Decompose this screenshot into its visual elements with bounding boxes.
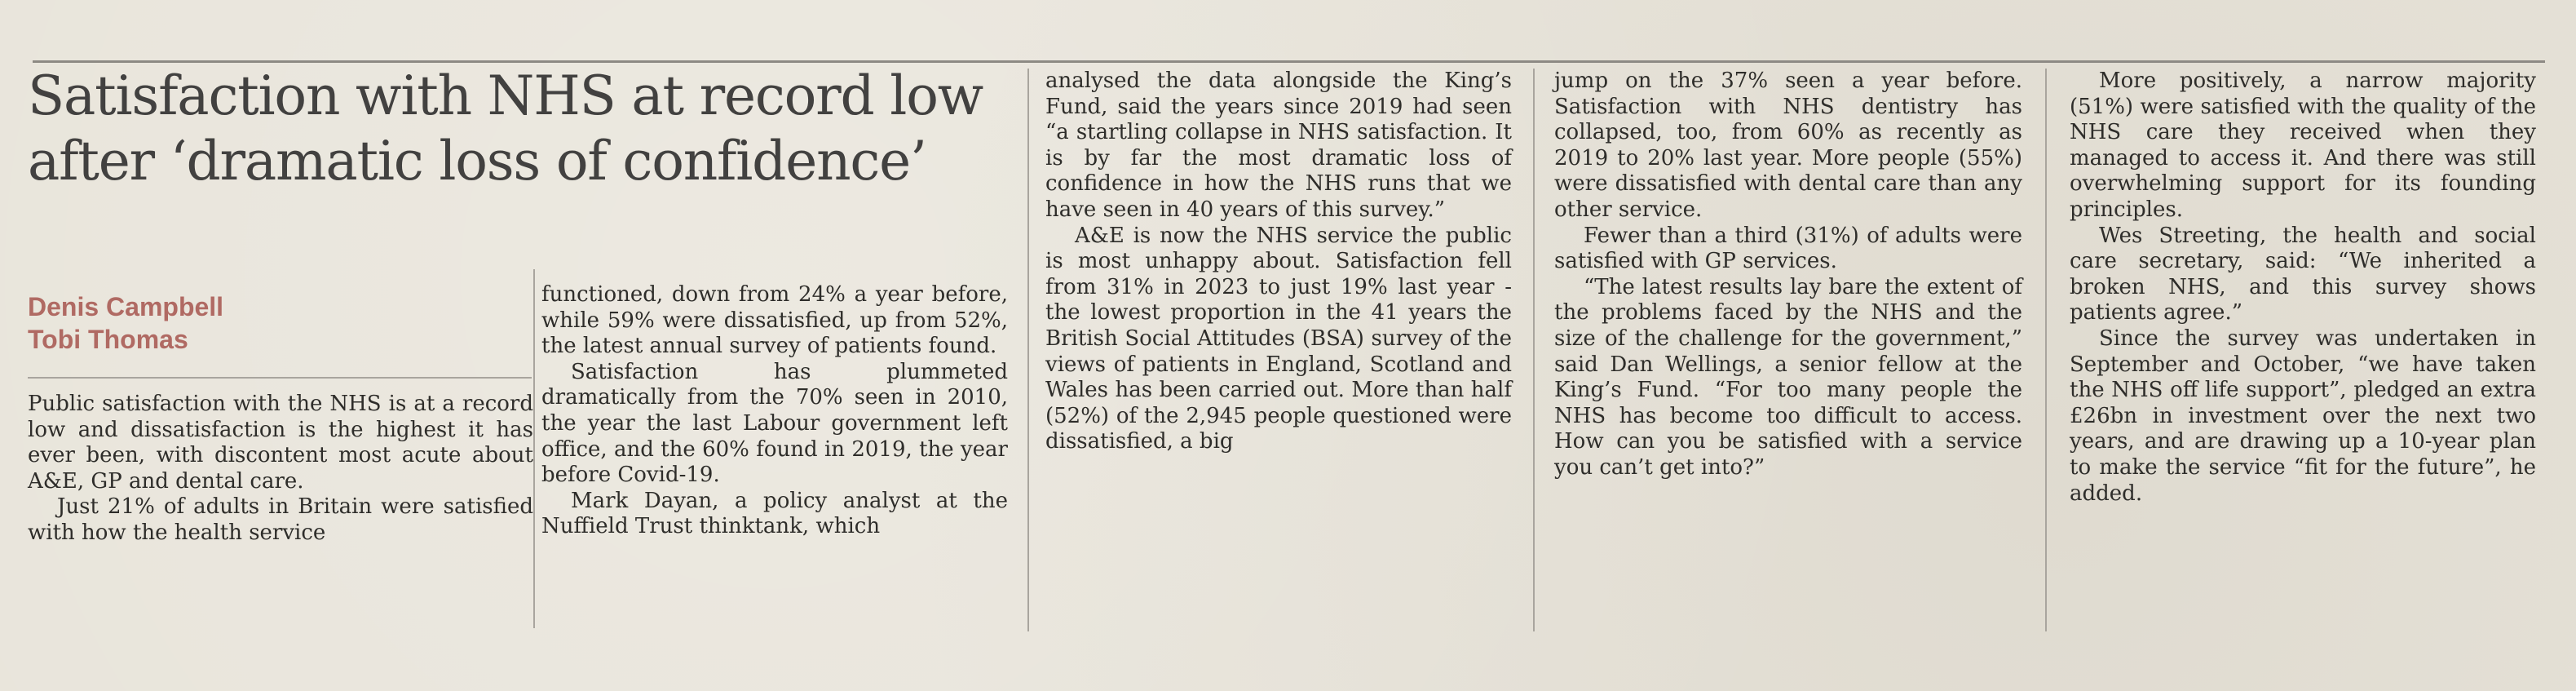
column-rule bbox=[1533, 69, 1535, 631]
paragraph: Wes Streeting, the health and social care secretary, said: “We inherited a broken NHS, and this survey shows patients agree.” bbox=[2070, 223, 2536, 326]
paragraph: Just 21% of adults in Britain were satisfied with how the health service bbox=[28, 494, 533, 545]
article-column-3 bbox=[1045, 69, 1512, 455]
article-column-2 bbox=[541, 282, 1008, 540]
article-column-4 bbox=[1554, 69, 2022, 481]
paragraph: Public satisfaction with the NHS is at a record low and dissatisfaction is the highest it has ever been, with discontent most acute about A&E, GP and dental care. bbox=[28, 392, 533, 494]
paragraph-continued: functioned, down from 24% a year before, while 59% were dissatisfied, up from 52%, the latest annual survey of patients found. bbox=[541, 282, 1008, 359]
top-rule bbox=[33, 60, 2545, 63]
column-rule bbox=[2045, 69, 2047, 631]
paragraph: A&E is now the NHS service the public is most unhappy about. Satisfaction fell from 31% in 2023 to just 19% last year - the lowest proportion in the 41 years the British Social Attitudes (BSA) survey of the views of patients in England, Scotland and Wales has been carried out. More than half (52%) of the 2,945 people questioned were dissatisfied, a big bbox=[1045, 223, 1512, 454]
paragraph: Mark Dayan, a policy analyst at the Nuffield Trust thinktank, which bbox=[541, 488, 1008, 539]
paragraph: “The latest results lay bare the extent of the problems faced by the NHS and the size of the challenge for the government,” said Dan Wellings, a senior fellow at the King’s Fund. “For too many people the NHS has become too difficult to access. How can you be satisfied with a service you can’t get into?” bbox=[1554, 274, 2022, 480]
paragraph: Since the survey was undertaken in September and October, “we have taken the NHS off life support”, pledged an extra £26bn in investment over the next two years, and are drawing up a 10-year plan to make the service “fit for the future”, he added. bbox=[2070, 326, 2536, 506]
article-column-1 bbox=[28, 392, 533, 547]
headline: Satisfaction with NHS at record low after ‘dramatic loss of confidence’ bbox=[28, 64, 983, 193]
byline-rule bbox=[28, 377, 532, 379]
paragraph: More positively, a narrow majority (51%) were satisfied with the quality of the NHS care they received when they managed to access it. And there was still overwhelming support for its founding principles. bbox=[2070, 69, 2536, 222]
column-rule bbox=[533, 269, 535, 628]
author-name: Tobi Thomas bbox=[28, 325, 188, 354]
byline bbox=[28, 290, 223, 356]
paragraph-continued: jump on the 37% seen a year before. Satisfaction with NHS dentistry has collapsed, too, from 60% as recently as 2019 to 20% last year. More people (55%) were dissatisfied with dental care than any other service. bbox=[1554, 69, 2022, 222]
paragraph: Fewer than a third (31%) of adults were satisfied with GP services. bbox=[1554, 223, 2022, 274]
paragraph-continued: analysed the data alongside the King’s Fund, said the years since 2019 had seen “a startling collapse in NHS satisfaction. It is by far the most dramatic loss of confidence in how the NHS runs that we have seen in 40 years of this survey.” bbox=[1045, 69, 1512, 222]
paragraph: Satisfaction has plummeted dramatically from the 70% seen in 2010, the year the last Labour government left office, and the 60% found in 2019, the year before Covid-19. bbox=[541, 359, 1008, 488]
article-column-5 bbox=[2070, 69, 2536, 507]
column-rule bbox=[1027, 69, 1029, 631]
author-name: Denis Campbell bbox=[28, 292, 224, 321]
